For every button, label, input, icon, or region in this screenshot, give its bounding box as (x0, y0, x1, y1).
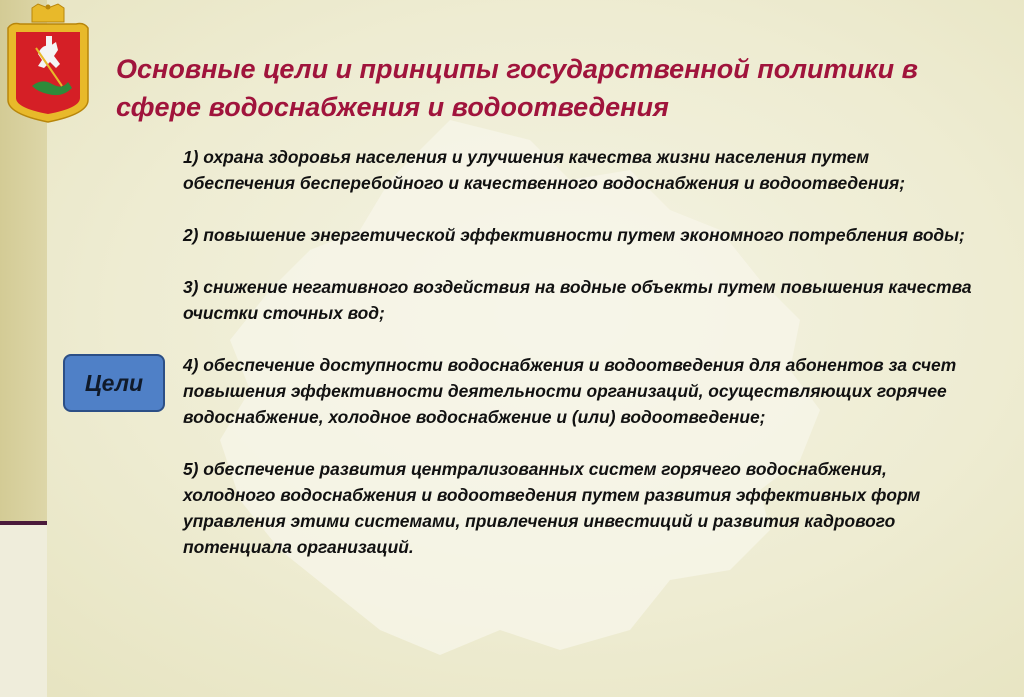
goal-item: 1) охрана здоровья населения и улучшения качества жизни населения путем обеспечения бесперебойного и качественного водоснабжения и водоотведения; (183, 147, 905, 193)
moscow-oblast-coat-of-arms-icon (2, 2, 94, 124)
goal-item: 2) повышение энергетической эффективности путем экономного потребления воды; (183, 225, 965, 245)
goals-badge: Цели (63, 354, 165, 412)
left-band-lower (0, 525, 47, 697)
goal-item: 5) обеспечение развития централизованных систем горячего водоснабжения, холодного водоснабжения и водоотведения путем развития эффективных форм управления этими системами, привлечения инвестиций и развития кадрового потенциала организаций. (183, 459, 921, 557)
goal-item: 4) обеспечение доступности водоснабжения и водоотведения для абонентов за счет повышения эффективности деятельности организаций, осуществляющих горячее водоснабжение, холодное водоснабжение и (или) водоотведение; (183, 355, 957, 427)
goals-list (183, 144, 983, 560)
goal-item: 3) снижение негативного воздействия на водные объекты путем повышения качества очистки сточных вод; (183, 277, 972, 323)
slide-title: Основные цели и принципы государственной политики в сфере водоснабжения и водоотведения (116, 54, 918, 122)
